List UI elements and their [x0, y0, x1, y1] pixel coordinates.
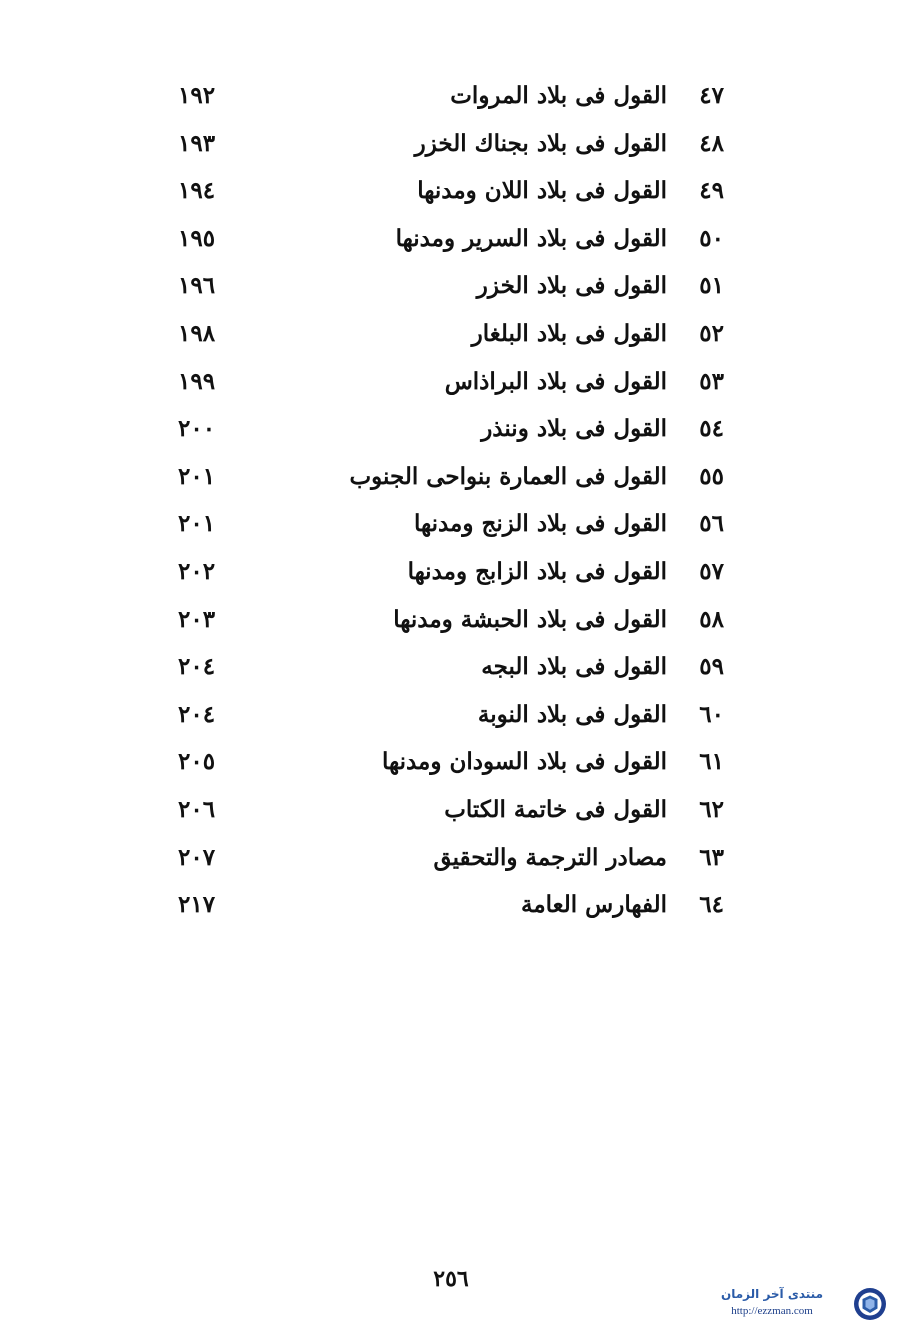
entry-title: الفهارس العامة [521, 891, 667, 919]
entry-page-number: ١٩٢ [178, 82, 216, 109]
entry-page-number: ٢٠٦ [178, 795, 216, 823]
watermark-name: منتدى آخر الزمان [721, 1287, 823, 1301]
entry-page-number: ١٩٤ [178, 177, 216, 205]
entry-title: القول فى العمارة بنواحى الجنوب [349, 462, 667, 490]
entry-number: ٥٣ [699, 367, 724, 395]
entry-page-number: ٢٠٣ [178, 605, 216, 633]
entry-number: ٥٦ [699, 510, 724, 538]
watermark-url: http://ezzman.com [731, 1305, 813, 1317]
entry-page-number: ١٩٨ [178, 319, 216, 347]
entry-title: القول فى خاتمة الكتاب [444, 795, 667, 823]
toc-row [0, 693, 902, 741]
entry-title: القول فى بلاد بجناك الخزر [414, 129, 667, 157]
entry-number: ٦١ [699, 748, 724, 776]
entry-number: ٦٣ [699, 843, 724, 871]
toc-row [0, 788, 902, 836]
entry-page-number: ٢٠١ [178, 510, 216, 538]
entry-title: القول فى بلاد وننذر [481, 415, 667, 443]
entry-page-number: ١٩٩ [178, 367, 216, 395]
toc-row [0, 502, 902, 550]
entry-page-number: ٢٠٥ [178, 748, 216, 776]
toc-row [0, 598, 902, 646]
toc-row [0, 645, 902, 693]
entry-page-number: ٢٠٠ [178, 415, 216, 443]
watermark-text [702, 1286, 842, 1318]
entry-number: ٥٩ [699, 653, 724, 681]
toc-row [0, 455, 902, 503]
entry-title: القول فى بلاد الزابج ومدنها [407, 557, 667, 585]
entry-number: ٥٠ [699, 224, 724, 252]
entry-number: ٤٩ [699, 177, 724, 205]
entry-number: ٦٠ [699, 700, 724, 728]
entry-page-number: ١٩٥ [178, 224, 216, 252]
forum-watermark [694, 1284, 894, 1324]
toc-row [0, 312, 902, 360]
toc-row [0, 169, 902, 217]
toc-row [0, 836, 902, 884]
entry-page-number: ٢١٧ [178, 891, 216, 919]
entry-page-number: ٢٠١ [178, 462, 216, 490]
entry-title: القول فى بلاد الخزر [476, 272, 667, 300]
table-of-contents [0, 74, 902, 931]
toc-row [0, 883, 902, 931]
forum-logo-icon [852, 1286, 888, 1322]
entry-title: القول فى بلاد المروات [450, 82, 667, 109]
toc-row [0, 360, 902, 408]
toc-row [0, 122, 902, 170]
toc-row [0, 740, 902, 788]
toc-row [0, 550, 902, 598]
toc-row [0, 217, 902, 265]
toc-row [0, 74, 902, 122]
toc-row [0, 264, 902, 312]
entry-page-number: ٢٠٤ [178, 700, 216, 728]
entry-number: ٥٨ [699, 605, 724, 633]
entry-number: ٥١ [699, 272, 724, 300]
entry-number: ٦٢ [699, 795, 724, 823]
entry-number: ٥٢ [699, 319, 724, 347]
page-number: ٢٥٦ [433, 1266, 469, 1292]
entry-number: ٥٤ [699, 415, 724, 443]
entry-page-number: ٢٠٧ [178, 843, 216, 871]
entry-title: القول فى بلاد الحبشة ومدنها [393, 605, 667, 633]
entry-number: ٥٥ [699, 462, 724, 490]
entry-number: ٤٧ [699, 82, 724, 109]
entry-title: القول فى بلاد الزنج ومدنها [413, 510, 667, 538]
entry-page-number: ٢٠٤ [178, 653, 216, 681]
entry-title: مصادر الترجمة والتحقيق [433, 843, 667, 871]
entry-title: القول فى بلاد اللان ومدنها [417, 177, 667, 205]
entry-title: القول فى بلاد النوبة [477, 700, 667, 728]
entry-title: القول فى بلاد السودان ومدنها [381, 748, 667, 776]
entry-title: القول فى بلاد السرير ومدنها [395, 224, 667, 252]
entry-number: ٥٧ [699, 557, 724, 585]
entry-number: ٤٨ [699, 129, 724, 157]
entry-title: القول فى بلاد البراذاس [444, 367, 667, 395]
entry-page-number: ١٩٣ [178, 129, 216, 157]
entry-title: القول فى بلاد البجه [481, 653, 667, 681]
toc-row [0, 407, 902, 455]
entry-page-number: ٢٠٢ [178, 557, 216, 585]
entry-title: القول فى بلاد البلغار [471, 319, 667, 347]
entry-page-number: ١٩٦ [178, 272, 216, 300]
entry-number: ٦٤ [699, 891, 724, 919]
